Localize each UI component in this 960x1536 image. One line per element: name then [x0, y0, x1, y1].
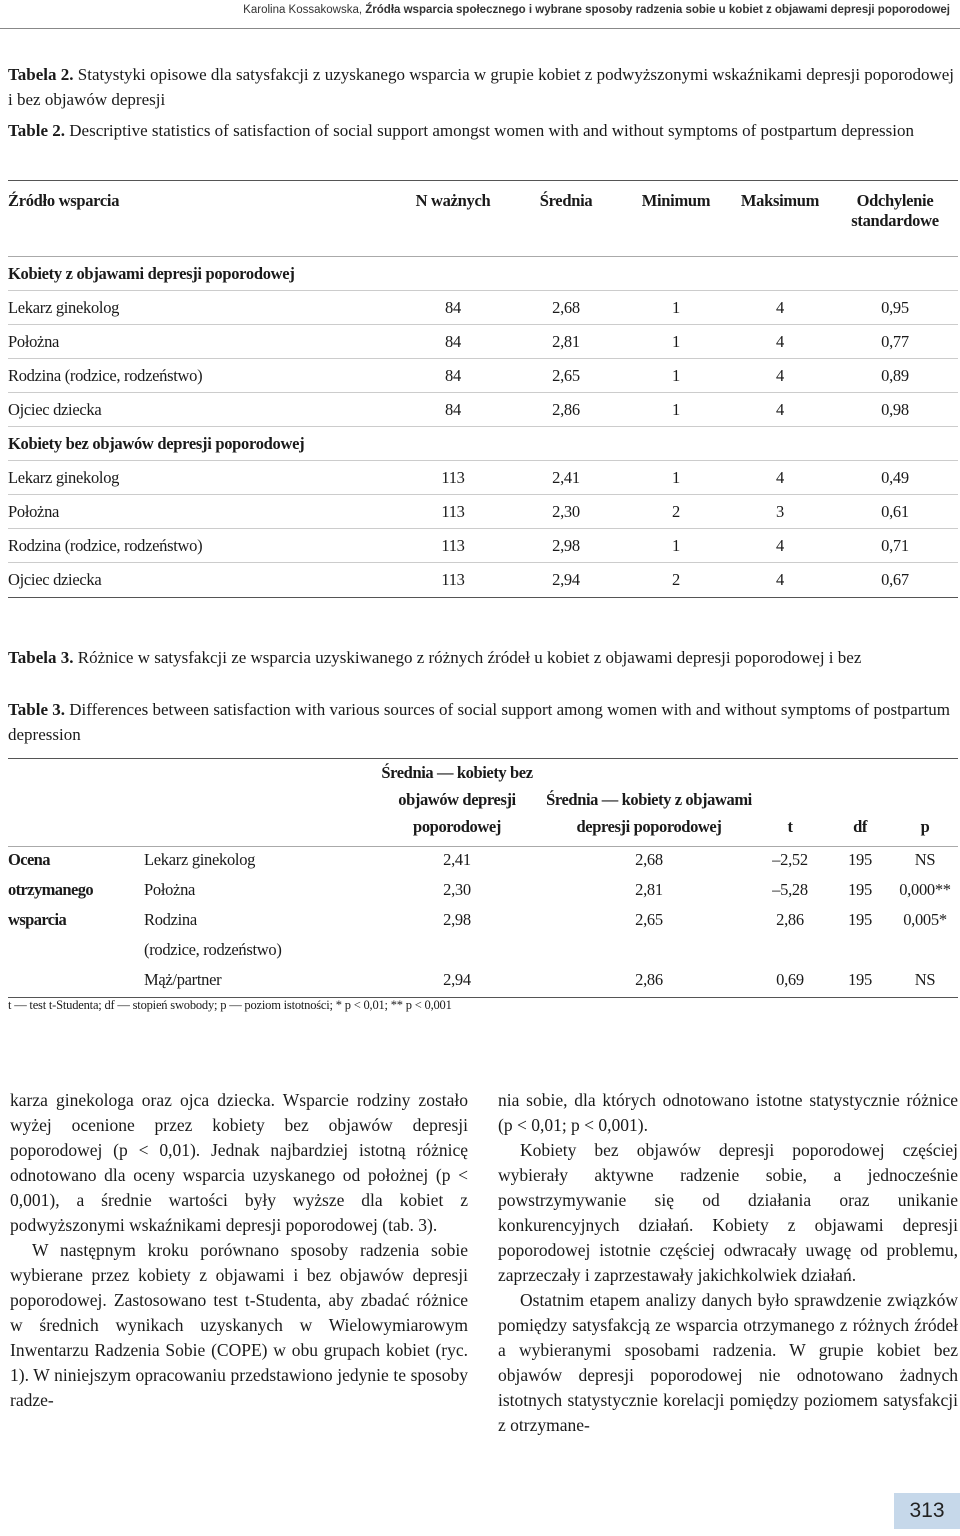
- table2-caption-pl: [8, 62, 958, 112]
- table3-side-label: otrzymanego: [8, 880, 94, 899]
- table-cell: –2,52: [772, 850, 808, 869]
- table2-header-min: Minimum: [624, 181, 728, 257]
- table-row: [8, 291, 958, 325]
- table-cell: 4: [728, 529, 832, 563]
- table2-caption-pl-text: Statystyki opisowe dla satysfakcji z uzyskanego wsparcia w grupie kobiet z podwyższonymi wskaźnikami depresji poporodowej i bez objawów depresji: [8, 65, 955, 109]
- table-cell: [8, 937, 144, 967]
- table2-caption-en-text: Descriptive statistics of satisfaction of social support amongst women with and without symptoms of postpartum depression: [69, 121, 914, 140]
- table-cell: 113: [398, 461, 508, 495]
- header-rule: [0, 28, 960, 29]
- table-row: [8, 907, 958, 937]
- table-cell: 4: [776, 570, 784, 589]
- table-row: [8, 393, 958, 427]
- table-cell: 2,81: [635, 880, 663, 899]
- table-cell: 4: [728, 291, 832, 325]
- table2-group-row: [8, 257, 958, 291]
- table3-header-mean-with: Średnia — kobiety z objawami depresji poporodowej: [546, 759, 752, 847]
- table3-caption-pl-text: Różnice w satysfakcji ze wsparcia uzyskiwanego z różnych źródeł u kobiet z objawami depresji poporodowej i bez: [77, 648, 862, 667]
- running-header: [243, 4, 950, 16]
- table-cell: NS: [914, 850, 936, 869]
- table3-header-blank: [144, 759, 368, 847]
- table-row: [8, 877, 958, 907]
- table3-label-pl: Tabela 3.: [8, 648, 74, 667]
- table2-header-sd: Odchylenie standardowe: [832, 181, 958, 257]
- table3-header-df: df: [828, 759, 892, 847]
- table2-header-mean: Średnia: [508, 181, 624, 257]
- table-cell: 2,94: [443, 970, 471, 989]
- table-cell: 3: [728, 495, 832, 529]
- body-paragraph: Kobiety bez objawów depresji poporodowej częściej wybierały aktywne radzenie sobie, a jednocześnie powstrzymywanie się od działania oraz unikanie konkurencyjnych działań. Kobiety z objawami depresji poporodowej istotnie częściej odwracały uwagę od problemu, zaprzeczały i zaprzestawały jakichkolwiek działań.: [498, 1140, 958, 1285]
- table-row: [8, 937, 958, 967]
- table3-header-p: p: [892, 759, 958, 847]
- table-cell: 1: [624, 359, 728, 393]
- body-paragraph: karza ginekologa oraz ojca dziecka. Wsparcie rodziny zostało wyżej ocenione przez kobiety bez objawów depresji poporodowej (p < 0,01). Jednak najbardziej istotną różnicę odnotowano dla oceny wsparcia uzyskanego od położnej (p < 0,001), a średnie wartości były wyższe dla kobiet z podwyższonymi wskaźnikami depresji poporodowej (tab. 3).: [10, 1090, 468, 1235]
- table-cell: 0,98: [832, 393, 958, 427]
- table-cell: Mąż/partner: [144, 970, 222, 989]
- table-cell: Ojciec dziecka: [8, 570, 102, 589]
- table-cell: [8, 967, 144, 998]
- table-row: [8, 359, 958, 393]
- table-cell: 84: [398, 325, 508, 359]
- table-cell: 2,68: [508, 291, 624, 325]
- table-cell: 2: [624, 495, 728, 529]
- table-cell: 2: [672, 570, 680, 589]
- table-cell: Lekarz ginekolog: [8, 461, 398, 495]
- header-author: Karolina Kossakowska,: [243, 4, 363, 16]
- table-cell: Rodzina (rodzice, rodzeństwo): [8, 359, 398, 393]
- table-cell: 84: [398, 393, 508, 427]
- table-cell: 2,68: [635, 850, 663, 869]
- body-column-left: [10, 1088, 468, 1413]
- table-cell: 2,30: [508, 495, 624, 529]
- table-row: [8, 563, 958, 598]
- table-cell: Położna: [8, 495, 398, 529]
- table-cell: 2,86: [635, 970, 663, 989]
- table3-caption-en: [8, 697, 958, 747]
- table-cell: 2,81: [508, 325, 624, 359]
- table-cell: 113: [398, 529, 508, 563]
- table-cell: 195: [848, 970, 872, 989]
- table3-side-label: wsparcia: [8, 910, 67, 929]
- table-cell: 0,49: [832, 461, 958, 495]
- table-cell: 2,65: [508, 359, 624, 393]
- table-cell: 0,89: [832, 359, 958, 393]
- table-cell: Rodzina (rodzice, rodzeństwo): [8, 529, 398, 563]
- table-cell: 2,65: [635, 910, 663, 929]
- table-cell: –5,28: [772, 880, 808, 899]
- table-row: [8, 325, 958, 359]
- table-cell: 4: [728, 461, 832, 495]
- table-cell: 0,005*: [903, 910, 947, 929]
- table-cell: [546, 937, 752, 967]
- table-cell: (rodzice, rodzeństwo): [144, 940, 282, 959]
- table-cell: 0,000**: [899, 880, 951, 899]
- table3-side-label: Ocena: [8, 850, 50, 869]
- table-cell: Położna: [144, 880, 196, 899]
- table-cell: 195: [848, 910, 872, 929]
- table2-group-row: [8, 427, 958, 461]
- table-cell: Lekarz ginekolog: [144, 850, 256, 869]
- table-cell: Rodzina: [144, 910, 197, 929]
- table3-footnote: t — test t-Studenta; df — stopień swobody; p — poziom istotności; * p < 0,01; ** p < 0,001: [8, 998, 452, 1012]
- table-cell: 1: [624, 393, 728, 427]
- table-cell: 0,69: [776, 970, 804, 989]
- body-paragraph: nia sobie, dla których odnotowano istotne statystycznie różnice (p < 0,01; p < 0,001).: [498, 1090, 958, 1135]
- table2-header-source: Źródło wsparcia: [8, 181, 398, 257]
- table2-header-row: [8, 181, 958, 257]
- table3-header-blank: [8, 759, 144, 847]
- table2-caption-en: [8, 118, 958, 143]
- table-cell: NS: [914, 970, 936, 989]
- table-cell: 84: [398, 359, 508, 393]
- table-cell: 2,41: [443, 850, 471, 869]
- body-paragraph: W następnym kroku porównano sposoby radzenia sobie wybierane przez kobiety z objawami i bez objawów depresji poporodowej. Zastosowano test t-Studenta, aby zbadać różnice w średnich wynikach uzyskanych w Wielowymiarowym Inwentarzu Radzenia Sobie (COPE) w obu grupach kobiet (ryc. 1). W niniejszym opracowaniu przedstawiono jedynie te sposoby radze-: [10, 1240, 468, 1410]
- table-cell: 2,41: [508, 461, 624, 495]
- table-row: [8, 495, 958, 529]
- table-cell: 1: [624, 461, 728, 495]
- table-cell: 2,30: [443, 880, 471, 899]
- table-cell: 0,61: [832, 495, 958, 529]
- table2-header-max: Maksimum: [728, 181, 832, 257]
- table3-header-t: t: [752, 759, 828, 847]
- table-cell: 2,98: [443, 910, 471, 929]
- table-row: [8, 847, 958, 878]
- table-cell: Lekarz ginekolog: [8, 291, 398, 325]
- table-cell: [752, 937, 828, 967]
- table-cell: 2,86: [508, 393, 624, 427]
- body-column-right: [498, 1088, 958, 1438]
- table2-group-label: Kobiety z objawami depresji poporodowej: [8, 257, 958, 291]
- table2-group-label: Kobiety bez objawów depresji poporodowej: [8, 427, 958, 461]
- table-row: [8, 967, 958, 998]
- table-cell: 1: [624, 325, 728, 359]
- table-cell: [828, 937, 892, 967]
- table-cell: 84: [398, 291, 508, 325]
- table-cell: Położna: [8, 325, 398, 359]
- table-cell: 0,77: [832, 325, 958, 359]
- page-number: 313: [894, 1493, 960, 1529]
- header-title: Źródła wsparcia społecznego i wybrane sposoby radzenia sobie u kobiet z objawami depresji poporodowej: [365, 4, 950, 16]
- table2-header-n: N ważnych: [398, 181, 508, 257]
- table-cell: 4: [728, 393, 832, 427]
- table-cell: Ojciec dziecka: [8, 393, 398, 427]
- table-cell: 195: [848, 880, 872, 899]
- table3-caption-en-text: Differences between satisfaction with various sources of social support among women with and without symptoms of postpartum depression: [8, 700, 950, 744]
- table3-header-row: [8, 759, 958, 847]
- table-cell: 0,71: [832, 529, 958, 563]
- table-cell: 2,94: [552, 570, 580, 589]
- table3-header-mean-without: Średnia — kobiety bez objawów depresji poporodowej: [368, 759, 546, 847]
- table2-label-en: Table 2.: [8, 121, 66, 140]
- table-cell: 1: [624, 529, 728, 563]
- table-cell: 4: [728, 359, 832, 393]
- table-cell: 0,67: [881, 570, 909, 589]
- table2: [8, 180, 958, 598]
- table-cell: 2,86: [776, 910, 804, 929]
- table-cell: 4: [728, 325, 832, 359]
- table-cell: [892, 937, 958, 967]
- table-cell: [368, 937, 546, 967]
- table-cell: 1: [624, 291, 728, 325]
- table-cell: 2,98: [508, 529, 624, 563]
- table-cell: 0,95: [832, 291, 958, 325]
- body-paragraph: Ostatnim etapem analizy danych było sprawdzenie związków pomiędzy satysfakcją ze wsparcia otrzymanego z różnych źródeł a wybieranymi sposobami radzenia. W grupie kobiet bez objawów depresji poporodowej nie odnotowano żadnych istotnych statystycznie korelacji pomiędzy poziomem satysfakcji z otrzymane-: [498, 1290, 958, 1435]
- table3: [8, 758, 958, 998]
- table-cell: 195: [848, 850, 872, 869]
- table-cell: 113: [398, 495, 508, 529]
- table-row: [8, 461, 958, 495]
- table-row: [8, 529, 958, 563]
- table3-label-en: Table 3.: [8, 700, 66, 719]
- table3-caption-pl: [8, 645, 958, 670]
- table-cell: 113: [441, 570, 465, 589]
- table2-label-pl: Tabela 2.: [8, 65, 74, 84]
